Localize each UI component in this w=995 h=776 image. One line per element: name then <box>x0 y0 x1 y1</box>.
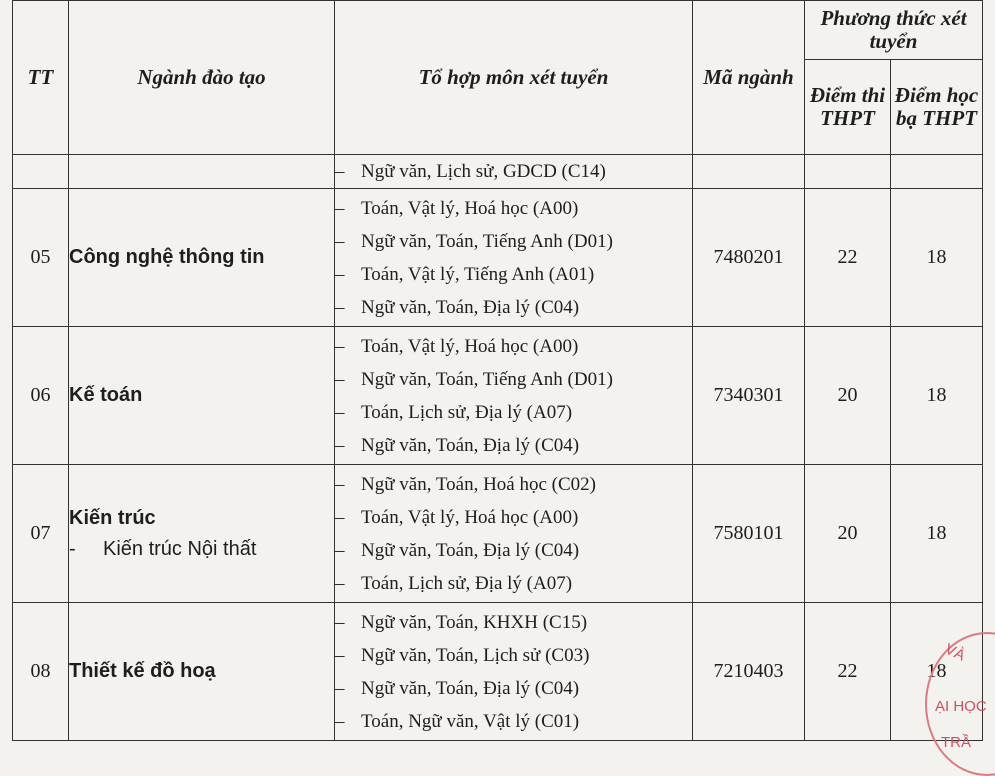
cell-tt: 07 <box>13 465 69 603</box>
nganh-name: Thiết kế đồ hoạ <box>69 660 216 682</box>
cell-ma: 7210403 <box>693 603 805 741</box>
tohop-line: – Toán, Lịch sử, Địa lý (A07) <box>335 401 573 423</box>
tohop-line: – Toán, Vật lý, Hoá học (A00) <box>335 197 579 219</box>
cell-empty <box>69 155 335 189</box>
table-row-continuation <box>13 155 983 189</box>
cell-tohop <box>335 327 693 465</box>
table-row <box>13 603 983 741</box>
tohop-line: – Toán, Vật lý, Tiếng Anh (A01) <box>335 263 595 285</box>
cell-ma: 7580101 <box>693 465 805 603</box>
cell-nganh <box>69 603 335 741</box>
cell-ma: 7480201 <box>693 189 805 327</box>
header-ma: Mã ngành <box>693 1 805 155</box>
header-diem-thi: Điểm thi THPT <box>805 60 891 155</box>
cell-tohop <box>335 465 693 603</box>
nganh-sub: - Kiến trúc Nội thất <box>69 537 257 560</box>
header-nganh: Ngành đào tạo <box>69 1 335 155</box>
cell-diem-thi: 20 <box>805 327 891 465</box>
tohop-line: – Ngữ văn, Toán, Tiếng Anh (D01) <box>335 230 613 252</box>
tohop-line: – Toán, Ngữ văn, Vật lý (C01) <box>335 710 580 732</box>
tohop-line: – Toán, Vật lý, Hoá học (A00) <box>335 335 579 357</box>
table-row <box>13 327 983 465</box>
tohop-line: – Ngữ văn, Toán, Địa lý (C04) <box>335 677 580 699</box>
admission-table <box>12 0 983 741</box>
tohop-line: – Ngữ văn, Toán, Địa lý (C04) <box>335 296 580 318</box>
tohop-line: – Ngữ văn, Toán, KHXH (C15) <box>335 611 588 633</box>
cell-tt: 08 <box>13 603 69 741</box>
cell-tt: 06 <box>13 327 69 465</box>
cell-diem-hoc-ba: 18 <box>891 189 983 327</box>
tohop-line: – Ngữ văn, Toán, Lịch sử (C03) <box>335 644 590 666</box>
cell-tohop <box>335 155 693 189</box>
tohop-line: – Ngữ văn, Toán, Hoá học (C02) <box>335 473 596 495</box>
table-row <box>13 189 983 327</box>
header-phuong-thuc: Phương thức xét tuyển <box>805 1 983 60</box>
cell-empty <box>805 155 891 189</box>
cell-empty <box>13 155 69 189</box>
header-diem-hoc-ba: Điểm học bạ THPT <box>891 60 983 155</box>
cell-nganh <box>69 465 335 603</box>
cell-diem-thi: 22 <box>805 189 891 327</box>
header-tt: TT <box>13 1 69 155</box>
cell-diem-thi: 22 <box>805 603 891 741</box>
cell-diem-thi: 20 <box>805 465 891 603</box>
nganh-name: Công nghệ thông tin <box>69 246 265 268</box>
cell-tt: 05 <box>13 189 69 327</box>
header-tohop: Tổ hợp môn xét tuyển <box>335 1 693 155</box>
cell-tohop <box>335 603 693 741</box>
tohop-line: – Ngữ văn, Toán, Tiếng Anh (D01) <box>335 368 613 390</box>
nganh-name: Kế toán <box>69 384 143 406</box>
table-row <box>13 465 983 603</box>
cell-tohop <box>335 189 693 327</box>
cell-ma: 7340301 <box>693 327 805 465</box>
tohop-line: – Ngữ văn, Toán, Địa lý (C04) <box>335 539 580 561</box>
cell-empty <box>693 155 805 189</box>
tohop-line: – Toán, Vật lý, Hoá học (A00) <box>335 506 579 528</box>
tohop-line: – Toán, Lịch sử, Địa lý (A07) <box>335 572 573 594</box>
red-seal-stamp: VÀ ẠI HỌC TRẦ <box>925 632 995 776</box>
cell-diem-hoc-ba: 18 <box>891 327 983 465</box>
nganh-name: Kiến trúc <box>69 506 156 529</box>
cell-nganh <box>69 189 335 327</box>
cell-empty <box>891 155 983 189</box>
cell-diem-hoc-ba: 18 <box>891 465 983 603</box>
cell-diem-hoc-ba: 18 <box>891 603 983 741</box>
tohop-line: – Ngữ văn, Toán, Địa lý (C04) <box>335 434 580 456</box>
cell-nganh <box>69 327 335 465</box>
tohop-line: – Ngữ văn, Lịch sử, GDCD (C14) <box>335 161 606 182</box>
